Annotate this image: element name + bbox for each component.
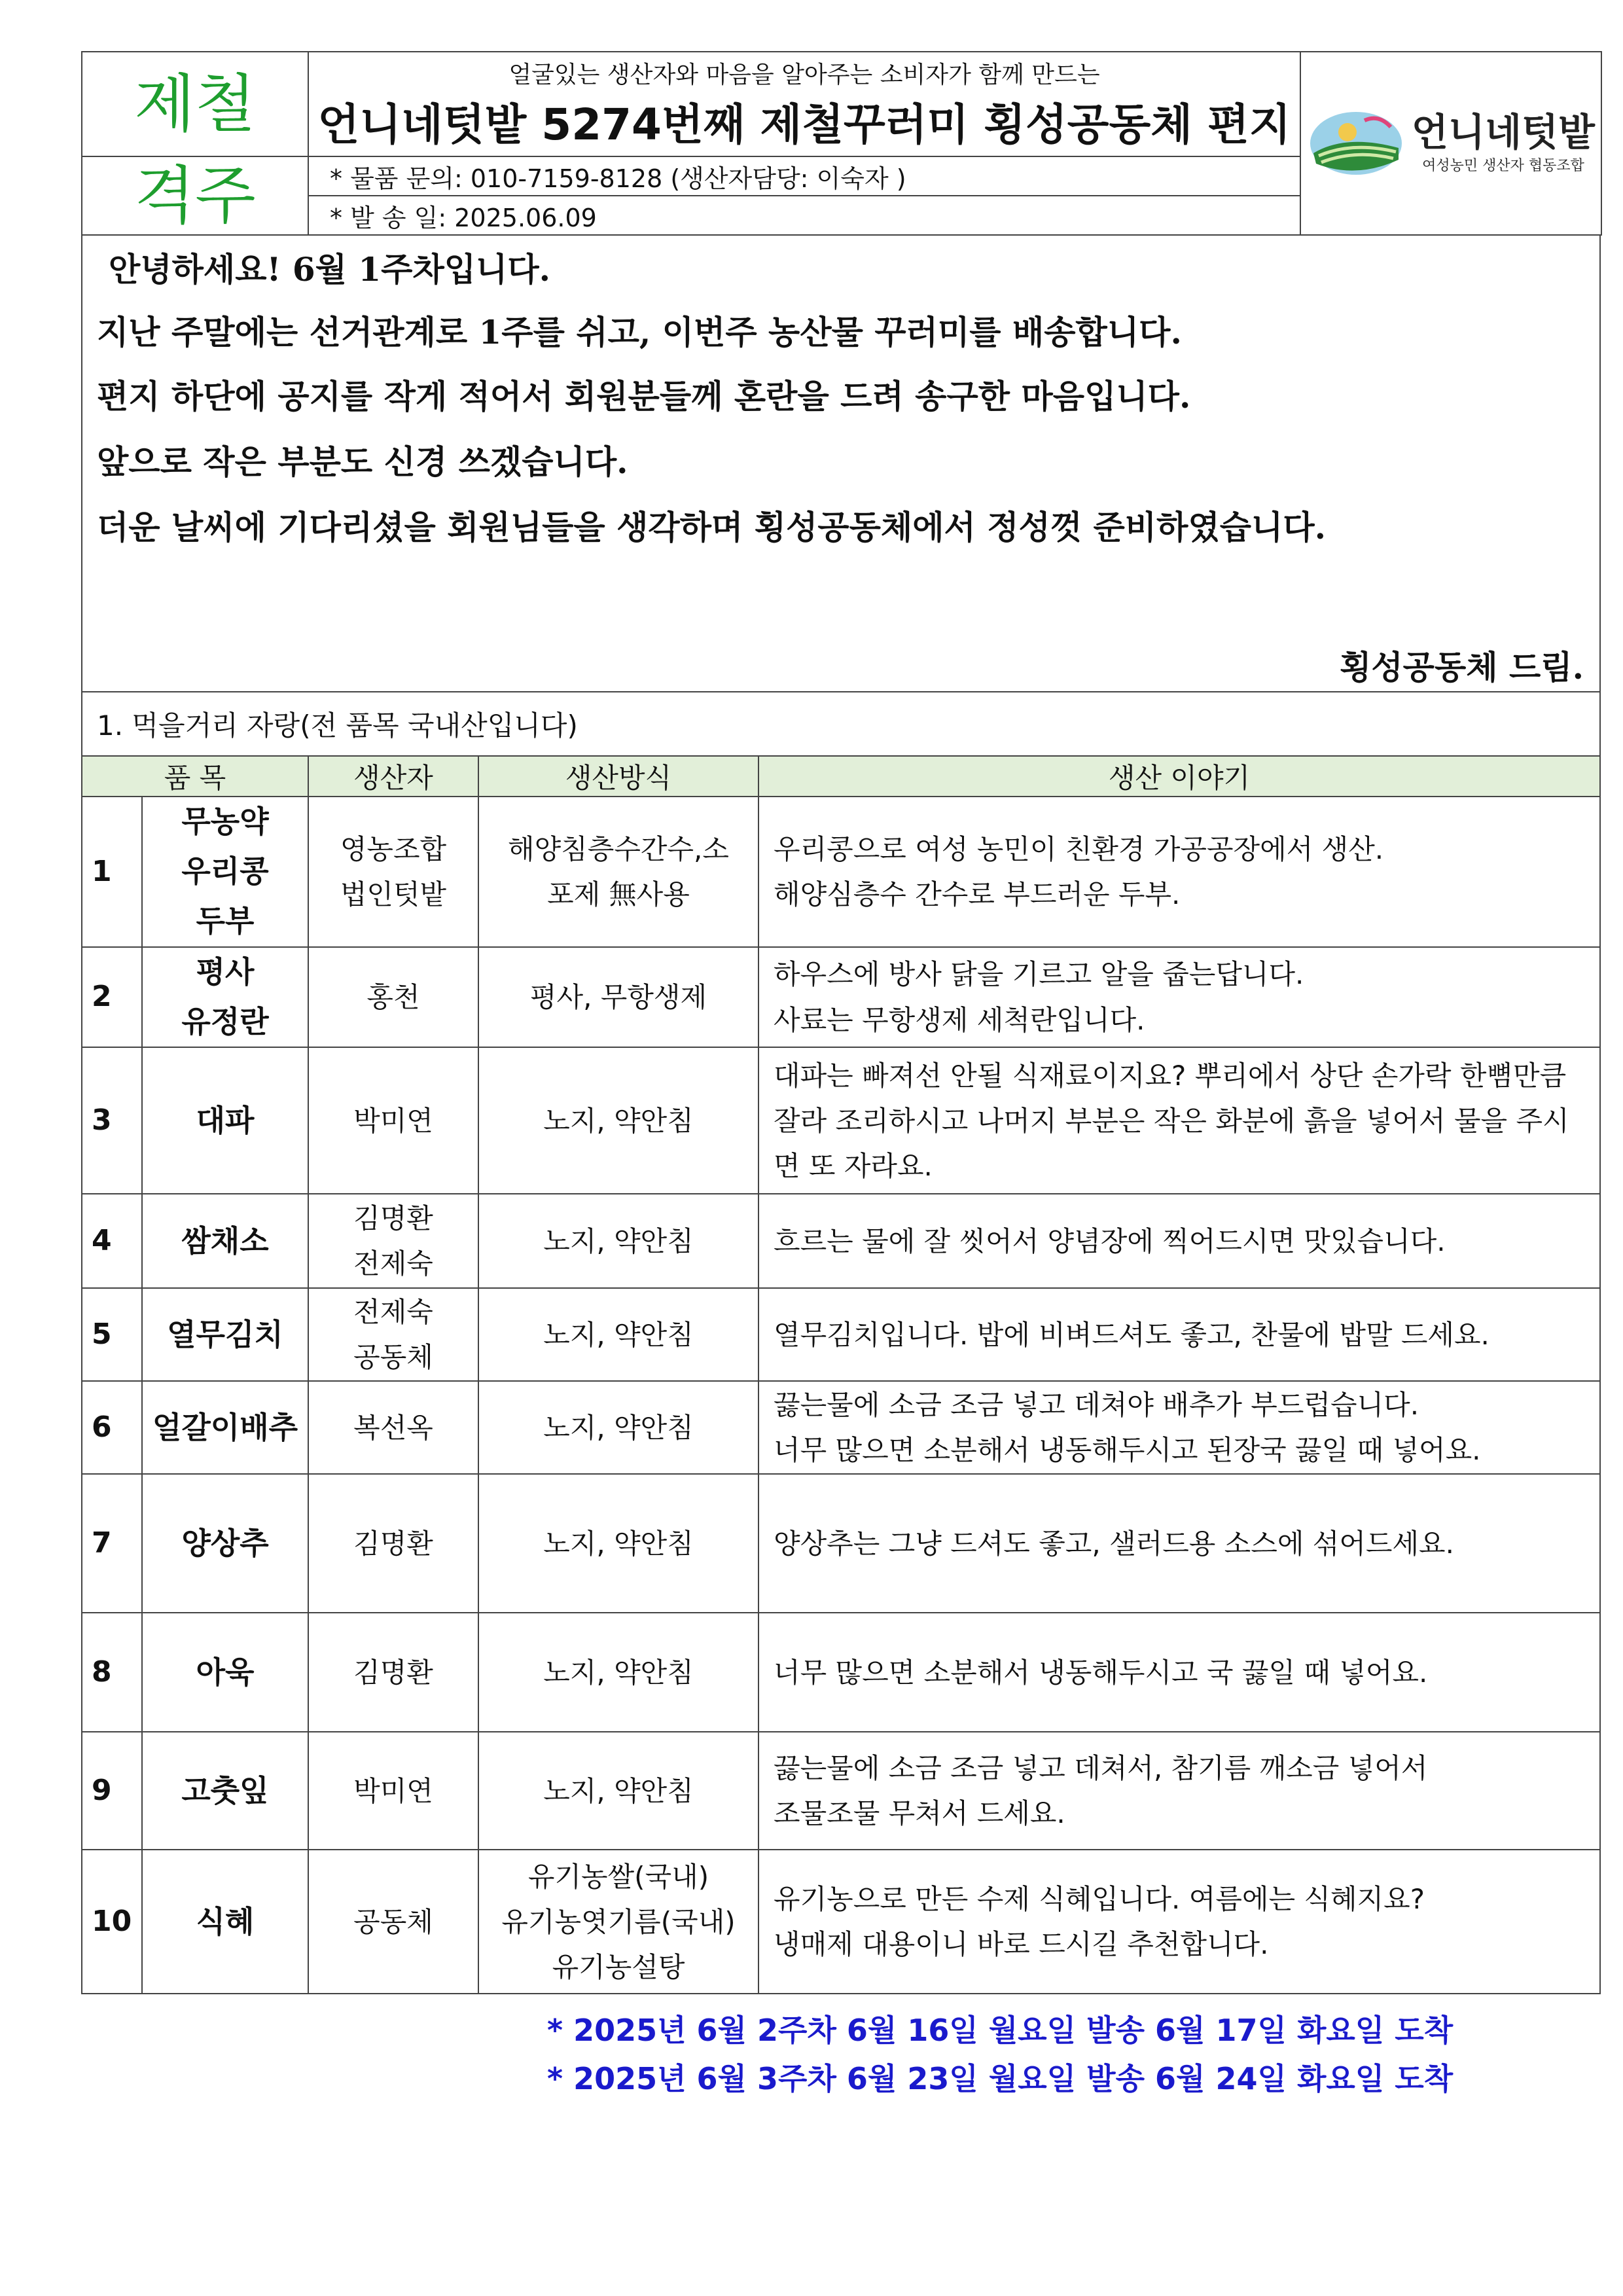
item-name: 평사 유정란 <box>142 947 308 1048</box>
table-row <box>82 797 1600 947</box>
letter-body <box>81 236 1601 692</box>
item-producer: 박미연 <box>308 1732 478 1850</box>
header-table <box>81 51 1602 236</box>
column-header-item: 품 목 <box>82 756 308 797</box>
table-header-row <box>82 756 1600 797</box>
seasonal-label-bottom: 격주 <box>82 156 308 235</box>
item-story: 끓는물에 소금 조금 넣고 데쳐서, 참기름 깨소금 넣어서 조물조물 무쳐서 드세요. <box>758 1732 1600 1850</box>
item-number: 1 <box>82 797 142 947</box>
table-row <box>82 1288 1600 1381</box>
logo-text: 언니네텃밭 <box>1411 109 1596 154</box>
item-name: 아욱 <box>142 1613 308 1732</box>
item-number: 4 <box>82 1194 142 1288</box>
item-method: 노지, 약안침 <box>478 1288 758 1381</box>
logo <box>1300 52 1601 235</box>
item-name: 양상추 <box>142 1474 308 1613</box>
item-number: 6 <box>82 1381 142 1474</box>
item-story: 양상추는 그냥 드셔도 좋고, 샐러드용 소스에 섞어드세요. <box>758 1474 1600 1613</box>
letter-page <box>81 51 1601 2103</box>
item-story: 열무김치입니다. 밥에 비벼드셔도 좋고, 찬물에 밥말 드세요. <box>758 1288 1600 1381</box>
notices <box>81 2006 1601 2103</box>
item-story: 유기농으로 만든 수제 식혜입니다. 여름에는 식혜지요? 냉매제 대용이니 바로 드시길 추천합니다. <box>758 1850 1600 1994</box>
notice-line-1: * 2025년 6월 2주차 6월 16일 월요일 발송 6월 17일 화요일 도착 <box>547 2013 1454 2049</box>
table-row <box>82 1850 1600 1994</box>
item-producer: 영농조합 법인텃밭 <box>308 797 478 947</box>
item-number: 7 <box>82 1474 142 1613</box>
letter-line-4: 앞으로 작은 부분도 신경 쓰겠습니다. <box>97 442 628 481</box>
item-method: 노지, 약안침 <box>478 1613 758 1732</box>
letter-line-5: 더운 날씨에 기다리셨을 회원님들을 생각하며 횡성공동체에서 정성껏 준비하였습니다. <box>97 508 1327 547</box>
logo-icon <box>1307 107 1405 179</box>
seasonal-label-top: 제철 <box>82 52 308 156</box>
section-title: 1. 먹을거리 자랑(전 품목 국내산입니다) <box>81 692 1601 755</box>
item-name: 열무김치 <box>142 1288 308 1381</box>
item-story: 하우스에 방사 닭을 기르고 알을 줍는답니다. 사료는 무항생제 세척란입니다. <box>758 947 1600 1048</box>
inquiry-line: * 물품 문의: 010-7159-8128 (생산자담당: 이숙자 ) <box>308 156 1300 196</box>
item-number: 10 <box>82 1850 142 1994</box>
item-name: 고춧잎 <box>142 1732 308 1850</box>
item-method: 노지, 약안침 <box>478 1047 758 1194</box>
title-cell <box>308 52 1300 156</box>
column-header-method: 생산방식 <box>478 756 758 797</box>
item-story: 너무 많으면 소분해서 냉동해두시고 국 끓일 때 넣어요. <box>758 1613 1600 1732</box>
notice-line-2: * 2025년 6월 3주차 6월 23일 월요일 발송 6월 24일 화요일 도착 <box>547 2061 1454 2097</box>
item-story: 우리콩으로 여성 농민이 친환경 가공공장에서 생산. 해양심층수 간수로 부드러운 두부. <box>758 797 1600 947</box>
item-story: 대파는 빠져선 안될 식재료이지요? 뿌리에서 상단 손가락 한뼘만큼 잘라 조리하시고 나머지 부분은 작은 화분에 흙을 넣어서 물을 주시면 또 자라요. <box>758 1047 1600 1194</box>
item-method: 평사, 무항생제 <box>478 947 758 1048</box>
table-row <box>82 1474 1600 1613</box>
item-number: 3 <box>82 1047 142 1194</box>
item-producer: 김명환 <box>308 1613 478 1732</box>
subtitle: 얼굴있는 생산자와 마음을 알아주는 소비자가 함께 만드는 <box>508 62 1100 88</box>
item-number: 9 <box>82 1732 142 1850</box>
table-row <box>82 1732 1600 1850</box>
item-number: 5 <box>82 1288 142 1381</box>
table-row <box>82 1194 1600 1288</box>
item-producer: 홍천 <box>308 947 478 1048</box>
item-story: 끓는물에 소금 조금 넣고 데쳐야 배추가 부드럽습니다. 너무 많으면 소분해서 냉동해두시고 된장국 끓일 때 넣어요. <box>758 1381 1600 1474</box>
table-row <box>82 947 1600 1048</box>
item-number: 8 <box>82 1613 142 1732</box>
table-row <box>82 1381 1600 1474</box>
item-name: 쌈채소 <box>142 1194 308 1288</box>
item-producer: 공동체 <box>308 1850 478 1994</box>
item-method: 노지, 약안침 <box>478 1194 758 1288</box>
item-name: 무농약 우리콩 두부 <box>142 797 308 947</box>
letter-line-1: 안녕하세요! 6월 1주차입니다. <box>109 250 551 289</box>
item-producer: 박미연 <box>308 1047 478 1194</box>
logo-subtitle: 여성농민 생산자 협동조합 <box>1422 158 1584 175</box>
item-producer: 복선옥 <box>308 1381 478 1474</box>
item-method: 노지, 약안침 <box>478 1474 758 1613</box>
item-method: 노지, 약안침 <box>478 1732 758 1850</box>
send-date-line: * 발 송 일: 2025.06.09 <box>308 196 1300 235</box>
table-row <box>82 1047 1600 1194</box>
item-method: 유기농쌀(국내) 유기농엿기름(국내) 유기농설탕 <box>478 1850 758 1994</box>
item-name: 식혜 <box>142 1850 308 1994</box>
item-producer: 김명환 전제숙 <box>308 1194 478 1288</box>
item-name: 얼갈이배추 <box>142 1381 308 1474</box>
item-number: 2 <box>82 947 142 1048</box>
product-table <box>81 755 1601 1994</box>
letter-signature: 횡성공동체 드림. <box>1340 648 1584 687</box>
letter-line-3: 편지 하단에 공지를 작게 적어서 회원분들께 혼란을 드려 송구한 마음입니다. <box>97 377 1191 416</box>
item-method: 노지, 약안침 <box>478 1381 758 1474</box>
column-header-story: 생산 이야기 <box>758 756 1600 797</box>
item-name: 대파 <box>142 1047 308 1194</box>
column-header-producer: 생산자 <box>308 756 478 797</box>
item-producer: 김명환 <box>308 1474 478 1613</box>
item-story: 흐르는 물에 잘 씻어서 양념장에 찍어드시면 맛있습니다. <box>758 1194 1600 1288</box>
item-producer: 전제숙 공동체 <box>308 1288 478 1381</box>
table-row <box>82 1613 1600 1732</box>
item-method: 해양침층수간수,소 포제 無사용 <box>478 797 758 947</box>
page-title: 언니네텃밭 5274번째 제철꾸러미 횡성공동체 편지 <box>317 99 1291 150</box>
letter-line-2: 지난 주말에는 선거관계로 1주를 쉬고, 이번주 농산물 꾸러미를 배송합니다. <box>97 313 1182 351</box>
